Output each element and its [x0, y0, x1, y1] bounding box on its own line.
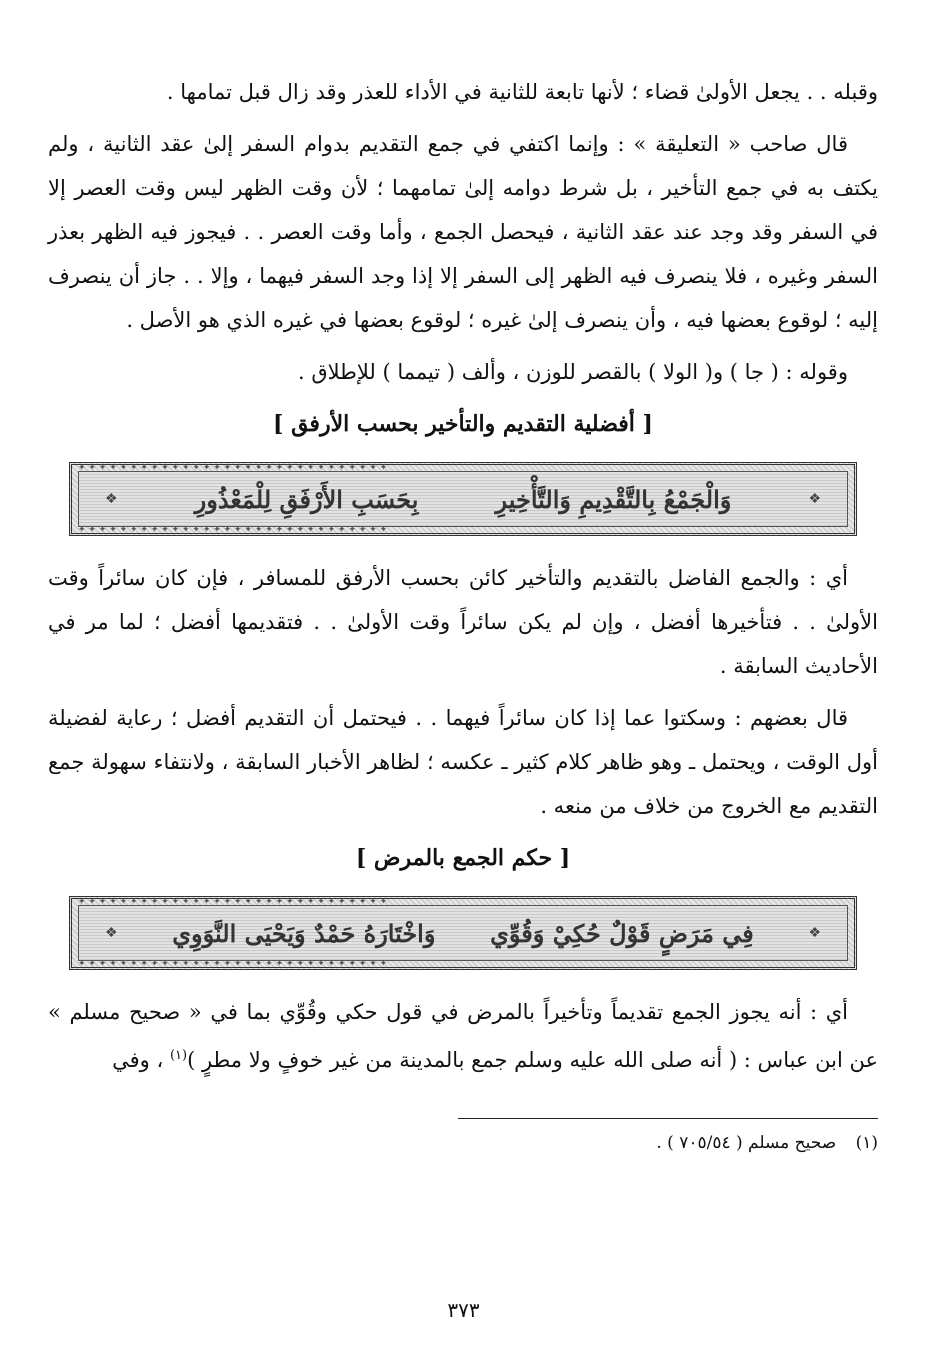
footnote-reference: (١)	[169, 1048, 188, 1063]
paragraph-2: قال صاحب « التعليقة » : وإنما اكتفي في جمع التقديم بدوام السفر إلىٰ عقد الثانية ، ولم يكتف به في جمع التأخير ، بل شرط دوامه إلىٰ تمامهما ؛ لأن وقت الظهر ليس وقت العصر إلا في السفر وقد وجد عند عقد الثانية ، فيحصل الجمع ، وأما وقت العصر . . فيجوز فيه الظهر بعذر السفر وغيره ، فلا ينصرف فيه الظهر إلى السفر إلا إذا وجد السفر فيهما ، وإلا . . جاز أن ينصرف إليه ؛ لوقوع بعضها فيه ، وأن ينصرف إلىٰ غيره ؛ لوقوع بعضها في غيره الذي هو الأصل .	[48, 132, 878, 332]
page-number: ٣٧٣	[447, 1298, 480, 1322]
paragraph-6-tail: ، وفي	[112, 1048, 170, 1072]
verse-1-left: بِحَسَبِ الأَرْفَقِ لِلْمَعْذُورِ	[194, 484, 419, 514]
section-heading-2: [ حكم الجمع بالمرض ]	[355, 845, 571, 871]
verse-frame-1	[69, 462, 857, 536]
ornament-icon: ❖	[105, 925, 118, 941]
ornament-icon: ✦ ✦ ✦ ✦ ✦ ✦ ✦ ✦ ✦ ✦ ✦ ✦ ✦ ✦ ✦ ✦ ✦ ✦ ✦ ✦ ✦ ✦ ✦ ✦ ✦ ✦ ✦ ✦ ✦ ✦ ❖	[808, 491, 821, 507]
paragraph-5: قال بعضهم : وسكتوا عما إذا كان سائراً فيهما . . فيحتمل أن التقديم أفضل ؛ رعاية لفضيلة أول الوقت ، ويحتمل ـ وهو ظاهر كلام كثير ـ عكسه ؛ لظاهر الأخبار السابقة ، ولانتفاء سهولة جمع التقديم مع الخروج من خلاف من منعه .	[48, 706, 878, 818]
paragraph-6-text: أي : أنه يجوز الجمع تقديماً وتأخيراً بالمرض في قول حكي وقُوِّي بما في « صحيح مسلم » عن ابن عباس : ( أنه صلى الله عليه وسلم جمع بالمدينة من غير خوفٍ ولا مطرٍ )	[48, 1000, 878, 1072]
footnote	[48, 1129, 878, 1157]
paragraph-3: وقوله : ( جا ) و( الولا ) بالقصر للوزن ، وألف ( تيمما ) للإطلاق .	[297, 360, 848, 384]
paragraph-6	[48, 990, 878, 1082]
footnote-divider	[458, 1118, 878, 1119]
verse-2-left: وَاخْتَارَهُ حَمْدٌ وَيَحْيَى النَّوَوِي	[172, 918, 436, 948]
paragraph-4: أي : والجمع الفاضل بالتقديم والتأخير كائن بحسب الأرفق للمسافر ، فإن كان سائراً وقت الأولىٰ . . فتأخيرها أفضل ، وإن لم يكن سائراً وقت الأولىٰ . . فتقديمها أفضل ؛ لما مر في الأحاديث السابقة .	[48, 566, 878, 678]
verse-1-right: وَالْجَمْعُ بِالتَّقْدِيمِ وَالتَّأْخِيرِ	[495, 484, 732, 514]
page-body	[48, 70, 878, 1157]
verse-2-right: فِي مَرَضٍ قَوْلٌ حُكِيْ وَقُوِّي	[490, 918, 754, 948]
verse-inner-1	[78, 471, 848, 527]
paragraph-1: وقبله . . يجعل الأولىٰ قضاء ؛ لأنها تابعة للثانية في الأداء للعذر وقد زال قبل تمامها .	[166, 80, 878, 104]
section-heading-1: [ أفضلية التقديم والتأخير بحسب الأرفق ]	[273, 411, 653, 437]
footnote-number: (١)	[855, 1133, 878, 1153]
verse-inner-2	[78, 905, 848, 961]
footnote-text: صحيح مسلم ( ٧٠٥/٥٤ ) .	[656, 1133, 837, 1153]
verse-frame-2	[69, 896, 857, 970]
ornament-icon: ✦ ✦ ✦ ✦ ✦ ✦ ✦ ✦ ✦ ✦ ✦ ✦ ✦ ✦ ✦ ✦ ✦ ✦ ✦ ✦ ✦ ✦ ✦ ✦ ✦ ✦ ✦ ✦ ✦ ✦ ❖	[808, 925, 821, 941]
ornament-icon: ❖	[105, 491, 118, 507]
